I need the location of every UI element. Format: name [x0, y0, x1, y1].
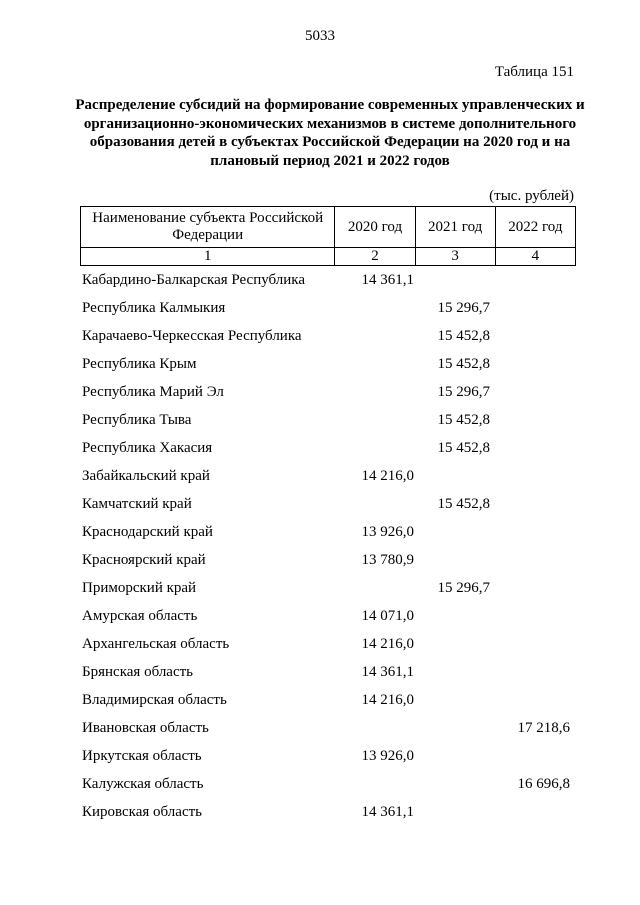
value-2020: 14 216,0	[361, 468, 414, 484]
value-2020: 14 216,0	[361, 636, 414, 652]
region-name: Республика Тыва	[82, 412, 192, 428]
value-2020: 14 071,0	[361, 608, 414, 624]
table-row	[0, 324, 640, 352]
table-body	[0, 268, 640, 828]
value-2020: 13 926,0	[361, 748, 414, 764]
table-row	[0, 436, 640, 464]
region-name: Кировская область	[82, 804, 203, 820]
value-2021: 15 452,8	[437, 356, 490, 372]
document-title: Распределение субсидий на формирование современных управленческих и организационно-экономических механизмов в системе дополнительного образования детей в субъектах Российской Федерации на 2020 год и на плановый период 2021 и 2022 годов	[75, 97, 585, 169]
table-row	[0, 464, 640, 492]
region-name: Республика Хакасия	[82, 440, 213, 456]
table-row	[0, 688, 640, 716]
region-name: Кабардино-Балкарская Республика	[82, 272, 306, 288]
table-row	[0, 800, 640, 828]
value-2020: 14 361,1	[361, 804, 414, 820]
table-row	[0, 296, 640, 324]
region-name: Забайкальский край	[82, 468, 210, 484]
region-name: Республика Крым	[82, 356, 197, 372]
value-2020: 14 216,0	[361, 692, 414, 708]
region-name: Красноярский край	[82, 552, 206, 568]
region-name: Республика Калмыкия	[82, 300, 226, 316]
table-header	[80, 206, 576, 266]
table-row	[0, 352, 640, 380]
region-name: Иркутская область	[82, 748, 202, 764]
value-2021: 15 452,8	[437, 412, 490, 428]
header-col-number: 3	[415, 248, 495, 266]
table-row	[0, 632, 640, 660]
table-row	[0, 408, 640, 436]
page-number: 5033	[305, 28, 335, 44]
value-2020: 14 361,1	[361, 272, 414, 288]
value-2020: 13 926,0	[361, 524, 414, 540]
header-2021: 2021 год	[415, 207, 495, 248]
value-2021: 15 452,8	[437, 496, 490, 512]
value-2022: 16 696,8	[517, 776, 570, 792]
value-2021: 15 452,8	[437, 328, 490, 344]
region-name: Карачаево-Черкесская Республика	[82, 328, 302, 344]
table-row	[0, 576, 640, 604]
region-name: Амурская область	[82, 608, 198, 624]
table-row	[0, 660, 640, 688]
header-2022: 2022 год	[495, 207, 575, 248]
header-name: Наименование субъекта Российской Федерации	[81, 207, 335, 248]
value-2021: 15 296,7	[437, 300, 490, 316]
table-row	[0, 604, 640, 632]
region-name: Архангельская область	[82, 636, 230, 652]
header-2020: 2020 год	[335, 207, 415, 248]
region-name: Республика Марий Эл	[82, 384, 224, 400]
table-row	[0, 492, 640, 520]
table-row	[0, 772, 640, 800]
region-name: Брянская область	[82, 664, 194, 680]
region-name: Приморский край	[82, 580, 197, 596]
header-col-number: 4	[495, 248, 575, 266]
table-row	[0, 520, 640, 548]
value-2020: 14 361,1	[361, 664, 414, 680]
value-2021: 15 452,8	[437, 440, 490, 456]
region-name: Камчатский край	[82, 496, 192, 512]
value-2021: 15 296,7	[437, 580, 490, 596]
table-label: Таблица 151	[494, 64, 574, 80]
value-2021: 15 296,7	[437, 384, 490, 400]
table-row	[0, 548, 640, 576]
region-name: Ивановская область	[82, 720, 209, 736]
table-row	[0, 268, 640, 296]
table-row	[0, 716, 640, 744]
region-name: Краснодарский край	[82, 524, 213, 540]
region-name: Владимирская область	[82, 692, 227, 708]
units-label: (тыс. рублей)	[489, 188, 574, 204]
header-col-number: 1	[81, 248, 335, 266]
value-2022: 17 218,6	[517, 720, 570, 736]
table-row	[0, 380, 640, 408]
table-row	[0, 744, 640, 772]
value-2020: 13 780,9	[361, 552, 414, 568]
region-name: Калужская область	[82, 776, 204, 792]
header-col-number: 2	[335, 248, 415, 266]
